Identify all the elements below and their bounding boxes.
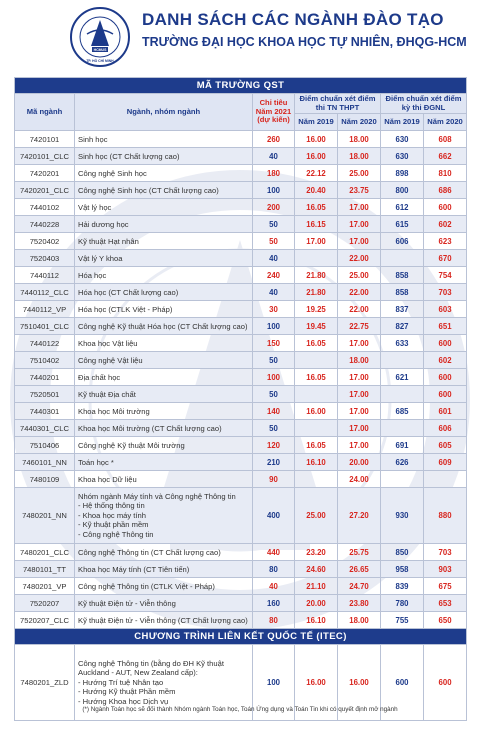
dgnl-2020-score: 675 (424, 578, 467, 595)
dgnl-2019-score: 839 (381, 578, 424, 595)
program-code: 7440201 (15, 369, 75, 386)
quota-value: 100 (253, 369, 295, 386)
table-row (15, 250, 467, 267)
thpt-2019-score: 16.00 (295, 403, 338, 420)
program-code: 7460101_NN (15, 454, 75, 471)
table-row (15, 131, 467, 148)
thpt-2020-score: 22.00 (338, 301, 381, 318)
program-name: Sinh học (CT Chất lượng cao) (75, 148, 253, 165)
table-row (15, 386, 467, 403)
program-code: 7420101 (15, 131, 75, 148)
quota-value: 50 (253, 386, 295, 403)
program-name-line: - Khoa học máy tính (78, 510, 146, 520)
program-code: 7420201 (15, 165, 75, 182)
dgnl-2019-score: 930 (381, 488, 424, 544)
dgnl-2020-score: 754 (424, 267, 467, 284)
thpt-2020-score: 17.00 (338, 369, 381, 386)
thpt-2020-score: 17.00 (338, 386, 381, 403)
program-code: 7440112_CLC (15, 284, 75, 301)
program-code: 7440228 (15, 216, 75, 233)
table-row (15, 595, 467, 612)
thpt-2020-score: 17.00 (338, 420, 381, 437)
dgnl-2020-score: 650 (424, 612, 467, 629)
table-row (15, 369, 467, 386)
thpt-2020-score: 24.70 (338, 578, 381, 595)
thpt-2019-score: 16.05 (295, 199, 338, 216)
dgnl-2020-score: 600 (424, 645, 467, 721)
quota-value: 180 (253, 165, 295, 182)
thpt-2019-score: 25.00 (295, 488, 338, 544)
dgnl-2020-score: 605 (424, 437, 467, 454)
column-header-thpt-2019: Năm 2019 (295, 114, 338, 131)
program-name: Công nghệ Sinh học (75, 165, 253, 182)
thpt-2020-score: 22.00 (338, 250, 381, 267)
column-header-thpt-2020: Năm 2020 (338, 114, 381, 131)
university-logo-icon (69, 6, 131, 68)
program-code: 7520403 (15, 250, 75, 267)
table-row (15, 267, 467, 284)
column-header-dgnl: Điểm chuẩn xét điểm kỳ thi ĐGNL (381, 94, 467, 114)
program-name-list (75, 488, 253, 544)
dgnl-2020-score: 609 (424, 454, 467, 471)
program-name: Khoa học Dữ liệu (75, 471, 253, 488)
thpt-2020-score: 25.00 (338, 267, 381, 284)
dgnl-2019-score: 615 (381, 216, 424, 233)
program-name: Kỹ thuật Điện tử - Viễn thông (75, 595, 253, 612)
thpt-2019-score: 21.10 (295, 578, 338, 595)
thpt-2019-score: 22.12 (295, 165, 338, 182)
footnote: (*) Ngành Toán học sẽ đối thành Nhóm ngành Toán học, Toán Ứng dụng và Toán Tin khi có quyết định mở ngành (82, 706, 398, 713)
program-name: Công nghệ Vật liệu (75, 352, 253, 369)
thpt-2019-score (295, 352, 338, 369)
thpt-2020-score: 23.75 (338, 182, 381, 199)
quota-value: 50 (253, 216, 295, 233)
thpt-2019-score: 16.00 (295, 645, 338, 721)
program-name-line: - Công nghệ Thông tin (78, 529, 154, 539)
thpt-2019-score: 16.00 (295, 148, 338, 165)
table-row (15, 488, 467, 544)
table-row (15, 182, 467, 199)
program-name: Khoa học Môi trường (CT Chất lượng cao) (75, 420, 253, 437)
dgnl-2020-score: 600 (424, 335, 467, 352)
quota-value: 210 (253, 454, 295, 471)
program-name-line: Nhóm ngành Máy tính và Công nghệ Thông tin (78, 491, 236, 501)
dgnl-2019-score: 606 (381, 233, 424, 250)
column-header-dgnl-2019: Năm 2019 (381, 114, 424, 131)
thpt-2020-score: 17.00 (338, 216, 381, 233)
dgnl-2020-score: 608 (424, 131, 467, 148)
dgnl-2020-score: 603 (424, 301, 467, 318)
thpt-2019-score: 21.80 (295, 267, 338, 284)
thpt-2020-score: 18.00 (338, 148, 381, 165)
program-name: Khoa học Máy tính (CT Tiên tiến) (75, 561, 253, 578)
quota-value: 440 (253, 544, 295, 561)
thpt-2019-score: 20.40 (295, 182, 338, 199)
svg-text:HCMUS: HCMUS (93, 48, 107, 52)
dgnl-2020-score: 653 (424, 595, 467, 612)
program-code: 7510402 (15, 352, 75, 369)
quota-value: 100 (253, 182, 295, 199)
quota-value: 200 (253, 199, 295, 216)
column-header-code: Mã ngành (15, 94, 75, 131)
dgnl-2020-score: 662 (424, 148, 467, 165)
quota-value: 160 (253, 595, 295, 612)
thpt-2020-score: 17.00 (338, 233, 381, 250)
dgnl-2020-score: 601 (424, 403, 467, 420)
thpt-2019-score: 20.00 (295, 595, 338, 612)
program-name: Vật lý học (75, 199, 253, 216)
dgnl-2019-score: 780 (381, 595, 424, 612)
thpt-2019-score: 16.10 (295, 454, 338, 471)
dgnl-2019-score (381, 352, 424, 369)
dgnl-2020-score: 651 (424, 318, 467, 335)
dgnl-2020-score: 686 (424, 182, 467, 199)
school-code-band: MÃ TRƯỜNG QST (15, 78, 467, 94)
quota-value: 120 (253, 437, 295, 454)
quota-value: 40 (253, 250, 295, 267)
program-code: 7480109 (15, 471, 75, 488)
program-name: Hải dương học (75, 216, 253, 233)
dgnl-2019-score (381, 420, 424, 437)
table-row (15, 578, 467, 595)
itec-band: CHƯƠNG TRÌNH LIÊN KẾT QUỐC TẾ (ITEC) (15, 629, 467, 645)
thpt-2019-score (295, 386, 338, 403)
quota-value: 260 (253, 131, 295, 148)
program-name-line: - Hệ thống thông tin (78, 501, 145, 511)
thpt-2020-score: 24.00 (338, 471, 381, 488)
program-name: Công nghệ Thông tin (CTLK Việt - Pháp) (75, 578, 253, 595)
thpt-2019-score: 16.10 (295, 612, 338, 629)
dgnl-2019-score: 630 (381, 148, 424, 165)
dgnl-2019-score: 858 (381, 284, 424, 301)
table-row (15, 318, 467, 335)
quota-value: 80 (253, 612, 295, 629)
program-name: Hóa học (CTLK Việt - Pháp) (75, 301, 253, 318)
quota-value: 40 (253, 148, 295, 165)
dgnl-2019-score: 630 (381, 131, 424, 148)
column-header-name: Ngành, nhóm ngành (75, 94, 253, 131)
page-header (0, 0, 480, 74)
program-code: 7480201_ZLD (15, 645, 75, 721)
thpt-2020-score: 17.00 (338, 199, 381, 216)
dgnl-2020-score (424, 471, 467, 488)
quota-value: 50 (253, 233, 295, 250)
admission-table-container (14, 77, 466, 721)
program-name: Hóa học (CT Chất lượng cao) (75, 284, 253, 301)
quota-value: 40 (253, 578, 295, 595)
program-name: Hóa học (75, 267, 253, 284)
thpt-2020-score: 17.00 (338, 335, 381, 352)
program-code: 7440122 (15, 335, 75, 352)
quota-value: 50 (253, 420, 295, 437)
program-code: 7510406 (15, 437, 75, 454)
dgnl-2020-score: 903 (424, 561, 467, 578)
page-subtitle: TRƯỜNG ĐẠI HỌC KHOA HỌC TỰ NHIÊN, ĐHQG-HCM (142, 35, 467, 49)
dgnl-2019-score: 600 (381, 645, 424, 721)
program-code: 7480201_VP (15, 578, 75, 595)
program-name-line: Công nghệ Thông tin (bằng do ĐH Kỹ thuật (78, 658, 224, 668)
quota-value: 100 (253, 318, 295, 335)
dgnl-2019-score: 685 (381, 403, 424, 420)
thpt-2020-score: 25.75 (338, 544, 381, 561)
table-row (15, 148, 467, 165)
program-name: Kỹ thuật Hạt nhân (75, 233, 253, 250)
program-name: Vật lý Y khoa (75, 250, 253, 267)
dgnl-2019-score: 691 (381, 437, 424, 454)
quota-value: 240 (253, 267, 295, 284)
table-row (15, 437, 467, 454)
dgnl-2020-score: 880 (424, 488, 467, 544)
dgnl-2020-score: 602 (424, 352, 467, 369)
program-code: 7520402 (15, 233, 75, 250)
thpt-2020-score: 27.20 (338, 488, 381, 544)
table-row (15, 544, 467, 561)
program-name: Công nghệ Kỹ thuật Hóa học (CT Chất lượng cao) (75, 318, 253, 335)
table-row (15, 199, 467, 216)
dgnl-2019-score (381, 250, 424, 267)
thpt-2020-score: 18.00 (338, 352, 381, 369)
program-name: Khoa học Môi trường (75, 403, 253, 420)
dgnl-2019-score: 850 (381, 544, 424, 561)
table-row (15, 284, 467, 301)
table-row (15, 335, 467, 352)
program-code: 7440102 (15, 199, 75, 216)
dgnl-2020-score: 670 (424, 250, 467, 267)
thpt-2019-score: 16.05 (295, 437, 338, 454)
table-row (15, 233, 467, 250)
thpt-2019-score: 16.00 (295, 131, 338, 148)
dgnl-2019-score: 621 (381, 369, 424, 386)
table-row (15, 403, 467, 420)
column-header-dgnl-2020: Năm 2020 (424, 114, 467, 131)
program-name: Công nghệ Kỹ thuật Môi trường (75, 437, 253, 454)
table-row (15, 165, 467, 182)
table-row (15, 216, 467, 233)
thpt-2020-score: 17.00 (338, 403, 381, 420)
program-code: 7440301 (15, 403, 75, 420)
program-code: 7520207 (15, 595, 75, 612)
dgnl-2019-score: 633 (381, 335, 424, 352)
dgnl-2019-score: 827 (381, 318, 424, 335)
thpt-2020-score: 20.00 (338, 454, 381, 471)
dgnl-2020-score: 602 (424, 216, 467, 233)
thpt-2020-score: 25.00 (338, 165, 381, 182)
dgnl-2019-score: 755 (381, 612, 424, 629)
quota-value: 30 (253, 301, 295, 318)
quota-value: 40 (253, 284, 295, 301)
thpt-2019-score (295, 250, 338, 267)
program-code: 7480101_TT (15, 561, 75, 578)
dgnl-2020-score: 623 (424, 233, 467, 250)
dgnl-2019-score (381, 471, 424, 488)
dgnl-2020-score: 600 (424, 199, 467, 216)
program-code: 7520501 (15, 386, 75, 403)
thpt-2019-score: 16.05 (295, 335, 338, 352)
quota-value: 140 (253, 403, 295, 420)
dgnl-2020-score: 600 (424, 386, 467, 403)
column-header-thpt: Điểm chuẩn xét điểm thi TN THPT (295, 94, 381, 114)
table-row (15, 301, 467, 318)
table-row (15, 420, 467, 437)
quota-value: 50 (253, 352, 295, 369)
program-name: Toán học * (75, 454, 253, 471)
dgnl-2020-score: 600 (424, 369, 467, 386)
program-code: 7520207_CLC (15, 612, 75, 629)
program-name: Khoa học Vật liệu (75, 335, 253, 352)
table-row (15, 561, 467, 578)
thpt-2019-score: 24.60 (295, 561, 338, 578)
program-name-line: - Kỹ thuật phần mềm (78, 520, 149, 530)
program-name: Công nghệ Sinh học (CT Chất lượng cao) (75, 182, 253, 199)
dgnl-2019-score: 612 (381, 199, 424, 216)
dgnl-2020-score: 810 (424, 165, 467, 182)
thpt-2020-score: 16.00 (338, 645, 381, 721)
program-name-line: - Hướng Khoa học Dịch vụ (78, 696, 169, 706)
table-row (15, 612, 467, 629)
thpt-2019-score: 16.15 (295, 216, 338, 233)
column-header-quota: Chỉ tiêu Năm 2021 (dự kiến) (253, 94, 295, 131)
page-title: DANH SÁCH CÁC NGÀNH ĐÀO TẠO (142, 10, 444, 29)
admission-table (14, 77, 467, 721)
thpt-2019-score: 19.45 (295, 318, 338, 335)
table-row (15, 454, 467, 471)
thpt-2019-score: 19.25 (295, 301, 338, 318)
quota-value: 100 (253, 645, 295, 721)
program-name: Địa chất học (75, 369, 253, 386)
dgnl-2020-score: 703 (424, 544, 467, 561)
program-code: 7480201_NN (15, 488, 75, 544)
quota-value: 150 (253, 335, 295, 352)
thpt-2020-score: 17.00 (338, 437, 381, 454)
program-name: Kỹ thuật Điện tử - Viễn thông (CT Chất lượng cao) (75, 612, 253, 629)
thpt-2020-score: 22.00 (338, 284, 381, 301)
program-code: 7510401_CLC (15, 318, 75, 335)
quota-value: 90 (253, 471, 295, 488)
program-name-line: Auckland - AUT, New Zealand cấp): (78, 668, 198, 678)
thpt-2020-score: 18.00 (338, 612, 381, 629)
program-code: 7440301_CLC (15, 420, 75, 437)
dgnl-2019-score: 800 (381, 182, 424, 199)
program-code: 7440112 (15, 267, 75, 284)
thpt-2020-score: 23.80 (338, 595, 381, 612)
thpt-2020-score: 26.65 (338, 561, 381, 578)
dgnl-2020-score: 606 (424, 420, 467, 437)
program-name: Sinh học (75, 131, 253, 148)
quota-value: 80 (253, 561, 295, 578)
thpt-2019-score: 21.80 (295, 284, 338, 301)
thpt-2020-score: 22.75 (338, 318, 381, 335)
thpt-2019-score (295, 471, 338, 488)
table-row (15, 471, 467, 488)
program-name-line: - Hướng Trí tuệ Nhân tạo (78, 677, 164, 687)
quota-value: 400 (253, 488, 295, 544)
thpt-2019-score: 17.00 (295, 233, 338, 250)
thpt-2019-score: 16.05 (295, 369, 338, 386)
thpt-2019-score: 23.20 (295, 544, 338, 561)
program-code: 7420201_CLC (15, 182, 75, 199)
program-code: 7440112_VP (15, 301, 75, 318)
dgnl-2019-score: 837 (381, 301, 424, 318)
program-code: 7480201_CLC (15, 544, 75, 561)
dgnl-2019-score: 898 (381, 165, 424, 182)
dgnl-2019-score: 858 (381, 267, 424, 284)
program-name: Kỹ thuật Địa chất (75, 386, 253, 403)
dgnl-2019-score: 626 (381, 454, 424, 471)
dgnl-2019-score: 958 (381, 561, 424, 578)
program-name: Công nghệ Thông tin (CT Chất lượng cao) (75, 544, 253, 561)
thpt-2019-score (295, 420, 338, 437)
program-name-line: - Hướng Kỹ thuật Phần mềm (78, 687, 176, 697)
thpt-2020-score: 18.00 (338, 131, 381, 148)
table-row (15, 352, 467, 369)
dgnl-2020-score: 703 (424, 284, 467, 301)
svg-text:TP. HỒ CHÍ MINH: TP. HỒ CHÍ MINH (86, 59, 114, 63)
dgnl-2019-score (381, 386, 424, 403)
program-code: 7420101_CLC (15, 148, 75, 165)
